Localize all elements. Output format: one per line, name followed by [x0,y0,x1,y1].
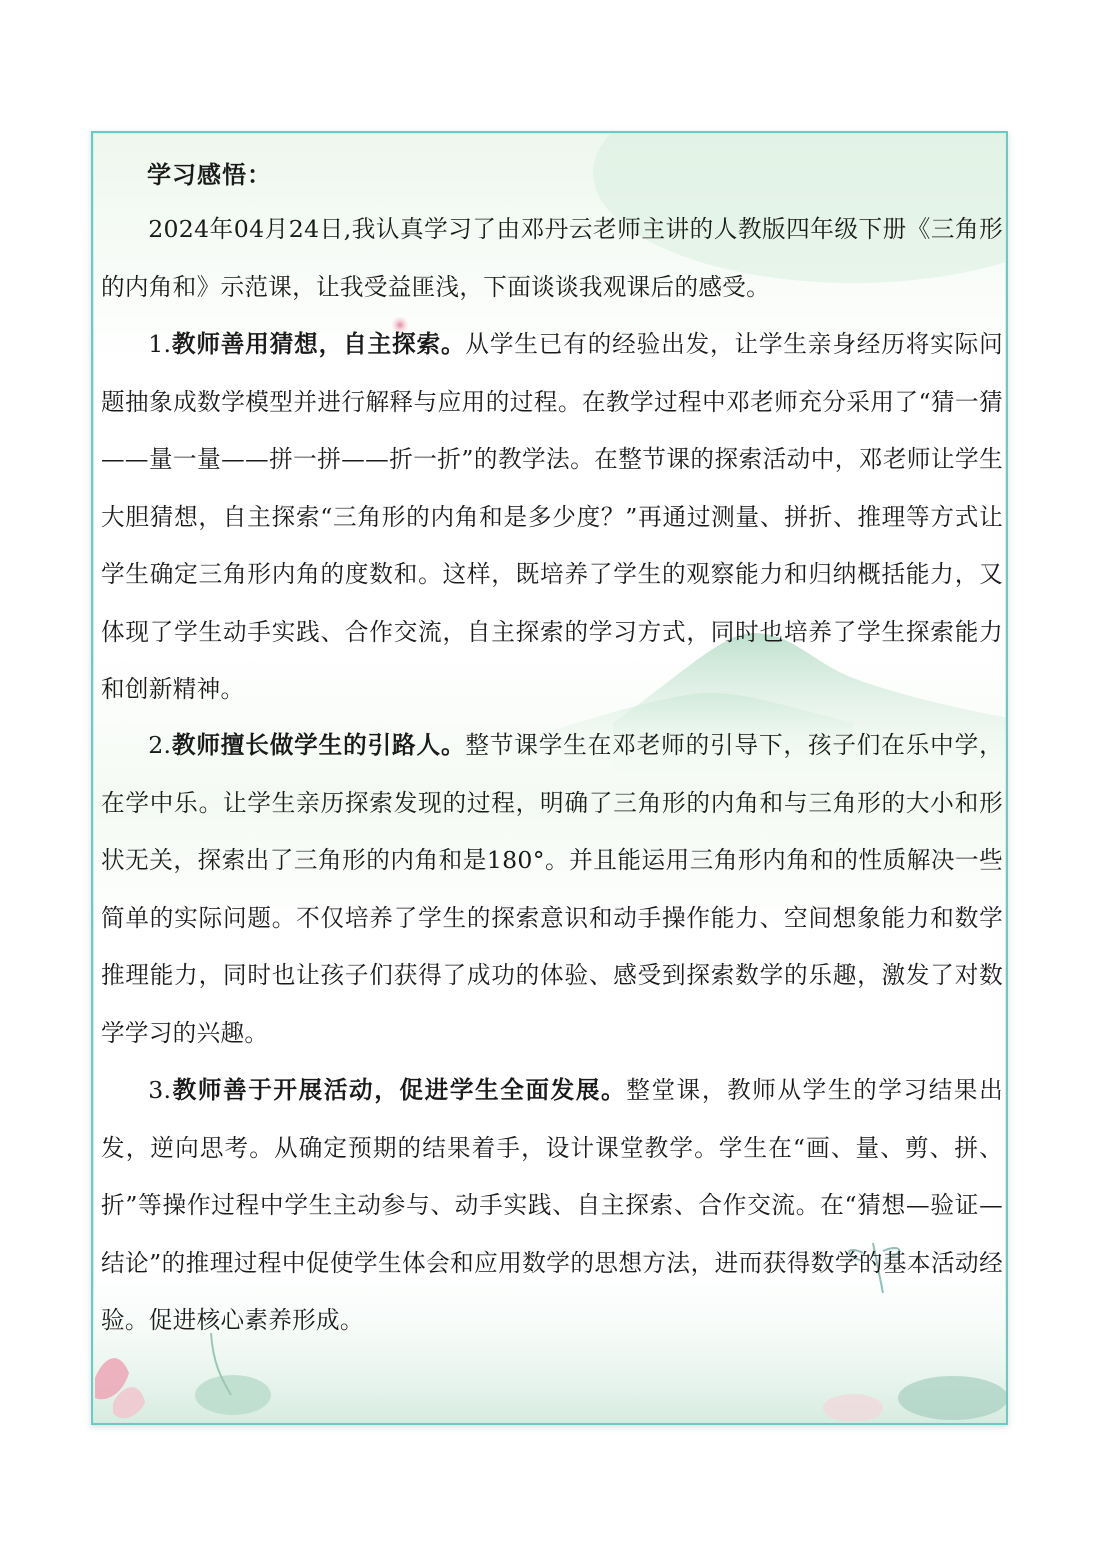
point-1-paragraph [101,316,1003,719]
point-1-body: 从学生已有的经验出发，让学生亲身经历将实际问题抽象成数学模型并进行解释与应用的过程。在教学过程中邓老师充分采用了“猜一猜——量一量——拼一拼——折一折”的教学法。在整节课的探索活动中，邓老师让学生大胆猜想，自主探索“三角形的内角和是多少度？”再通过测量、拼折、推理等方式让学生确定三角形内角的度数和。这样，既培养了学生的观察能力和归纳概括能力，又体现了学生动手实践、合作交流，自主探索的学习方式，同时也培养了学生探索能力和创新精神。 [101,330,1003,703]
point-3-number: 3. [148,1076,172,1104]
point-3-paragraph [101,1062,1003,1350]
section-heading: 学习感悟： [147,161,272,189]
point-2-title: 教师擅长做学生的引路人。 [171,731,466,759]
point-3-title: 教师善于开展活动，促进学生全面发展。 [171,1076,627,1104]
document-frame [91,131,1008,1425]
intro-paragraph [101,201,1003,316]
point-2-paragraph [101,717,1003,1062]
point-2-number: 2. [148,731,172,759]
intro-text: 2024年04月24日,我认真学习了由邓丹云老师主讲的人教版四年级下册《三角形的内角和》示范课，让我受益匪浅，下面谈谈我观课后的感受。 [101,215,1003,301]
point-3-body: 整堂课，教师从学生的学习结果出发，逆向思考。从确定预期的结果着手，设计课堂教学。学生在“画、量、剪、拼、折”等操作过程中学生主动参与、动手实践、自主探索、合作交流。在“猜想—验证—结论”的推理过程中促使学生体会和应用数学的思想方法，进而获得数学的基本活动经验。促进核心素养形成。 [101,1076,1003,1334]
point-1-number: 1. [148,330,172,358]
point-2-body: 整节课学生在邓老师的引导下，孩子们在乐中学，在学中乐。让学生亲历探索发现的过程，明确了三角形的内角和与三角形的大小和形状无关，探索出了三角形的内角和是180°。并且能运用三角形内角和的性质解决一些简单的实际问题。不仅培养了学生的探索意识和动手操作能力、空间想象能力和数学推理能力，同时也让孩子们获得了成功的体验、感受到探索数学的乐趣，激发了对数学学习的兴趣。 [101,731,1003,1047]
point-1-title: 教师善用猜想，自主探索。 [171,330,466,358]
